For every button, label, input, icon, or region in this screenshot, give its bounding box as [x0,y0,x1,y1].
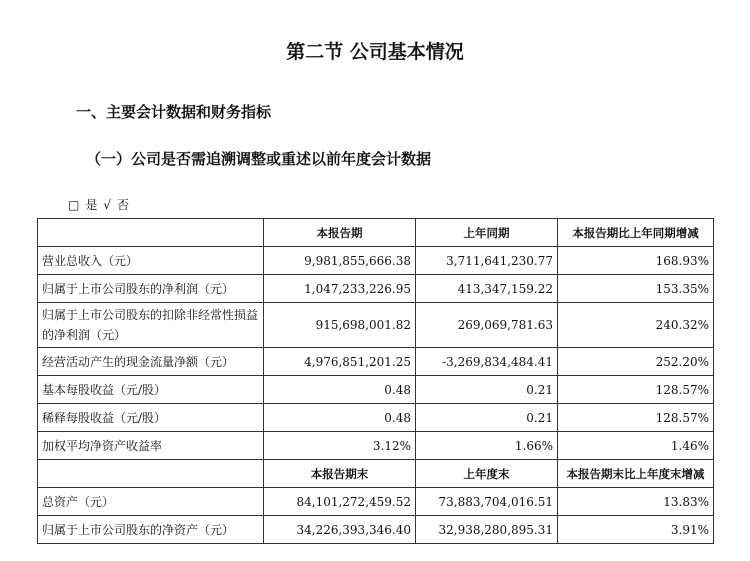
row-label: 加权平均净资产收益率 [38,432,264,460]
row-label: 总资产（元） [38,488,264,516]
row-label: 稀释每股收益（元/股） [38,404,264,432]
table-row [38,404,714,432]
table-row [38,432,714,460]
table-row [38,275,714,303]
row-label: 归属于上市公司股东的净利润（元） [38,275,264,303]
cell-value: 3,711,641,230.77 [416,247,558,275]
row-label: 归属于上市公司股东的净资产（元） [38,516,264,544]
checkmark-icon: √ [103,198,112,212]
header-cell: 本报告期末比上年度末增减 [558,460,714,488]
cell-value: 240.32% [558,303,714,348]
table-header-row [38,219,714,247]
cell-value: 34,226,393,346.40 [264,516,416,544]
financial-data-table [37,218,714,544]
table-row [38,348,714,376]
retroactive-options [68,196,135,213]
header-blank [38,219,264,247]
header-cell: 上年度末 [416,460,558,488]
header-cell: 本报告期末 [264,460,416,488]
cell-value: 9,981,855,666.38 [264,247,416,275]
cell-value: 0.48 [264,404,416,432]
cell-value: 0.48 [264,376,416,404]
cell-value: 413,347,159.22 [416,275,558,303]
header-cell: 上年同期 [416,219,558,247]
row-label: 基本每股收益（元/股） [38,376,264,404]
option-yes-label: 是 [85,198,98,212]
header-cell: 本报告期比上年同期增减 [558,219,714,247]
row-label: 营业总收入（元） [38,247,264,275]
cell-value: 1.46% [558,432,714,460]
checkbox-empty-icon: □ [68,198,80,212]
cell-value: 4,976,851,201.25 [264,348,416,376]
cell-value: 915,698,001.82 [264,303,416,348]
cell-value: 84,101,272,459.52 [264,488,416,516]
table-row [38,516,714,544]
cell-value: 0.21 [416,404,558,432]
cell-value: 128.57% [558,376,714,404]
heading-retroactive-adjustment: （一）公司是否需追溯调整或重述以前年度会计数据 [86,150,432,168]
cell-value: 128.57% [558,404,714,432]
cell-value: 0.21 [416,376,558,404]
table-header-row [38,460,714,488]
cell-value: 1,047,233,226.95 [264,275,416,303]
table-row [38,488,714,516]
cell-value: 153.35% [558,275,714,303]
table-row [38,376,714,404]
cell-value: 168.93% [558,247,714,275]
cell-value: 73,883,704,016.51 [416,488,558,516]
cell-value: -3,269,834,484.41 [416,348,558,376]
cell-value: 252.20% [558,348,714,376]
cell-value: 269,069,781.63 [416,303,558,348]
cell-value: 13.83% [558,488,714,516]
header-cell: 本报告期 [264,219,416,247]
cell-value: 3.91% [558,516,714,544]
cell-value: 32,938,280,895.31 [416,516,558,544]
cell-value: 1.66% [416,432,558,460]
row-label: 归属于上市公司股东的扣除非经常性损益的净利润（元） [38,303,264,348]
header-blank [38,460,264,488]
table-row [38,303,714,348]
option-no-label: 否 [117,198,130,212]
row-label: 经营活动产生的现金流量净额（元） [38,348,264,376]
cell-value: 3.12% [264,432,416,460]
heading-main-accounting-data: 一、主要会计数据和财务指标 [76,103,272,121]
table-row [38,247,714,275]
section-title: 第二节 公司基本情况 [286,41,464,63]
